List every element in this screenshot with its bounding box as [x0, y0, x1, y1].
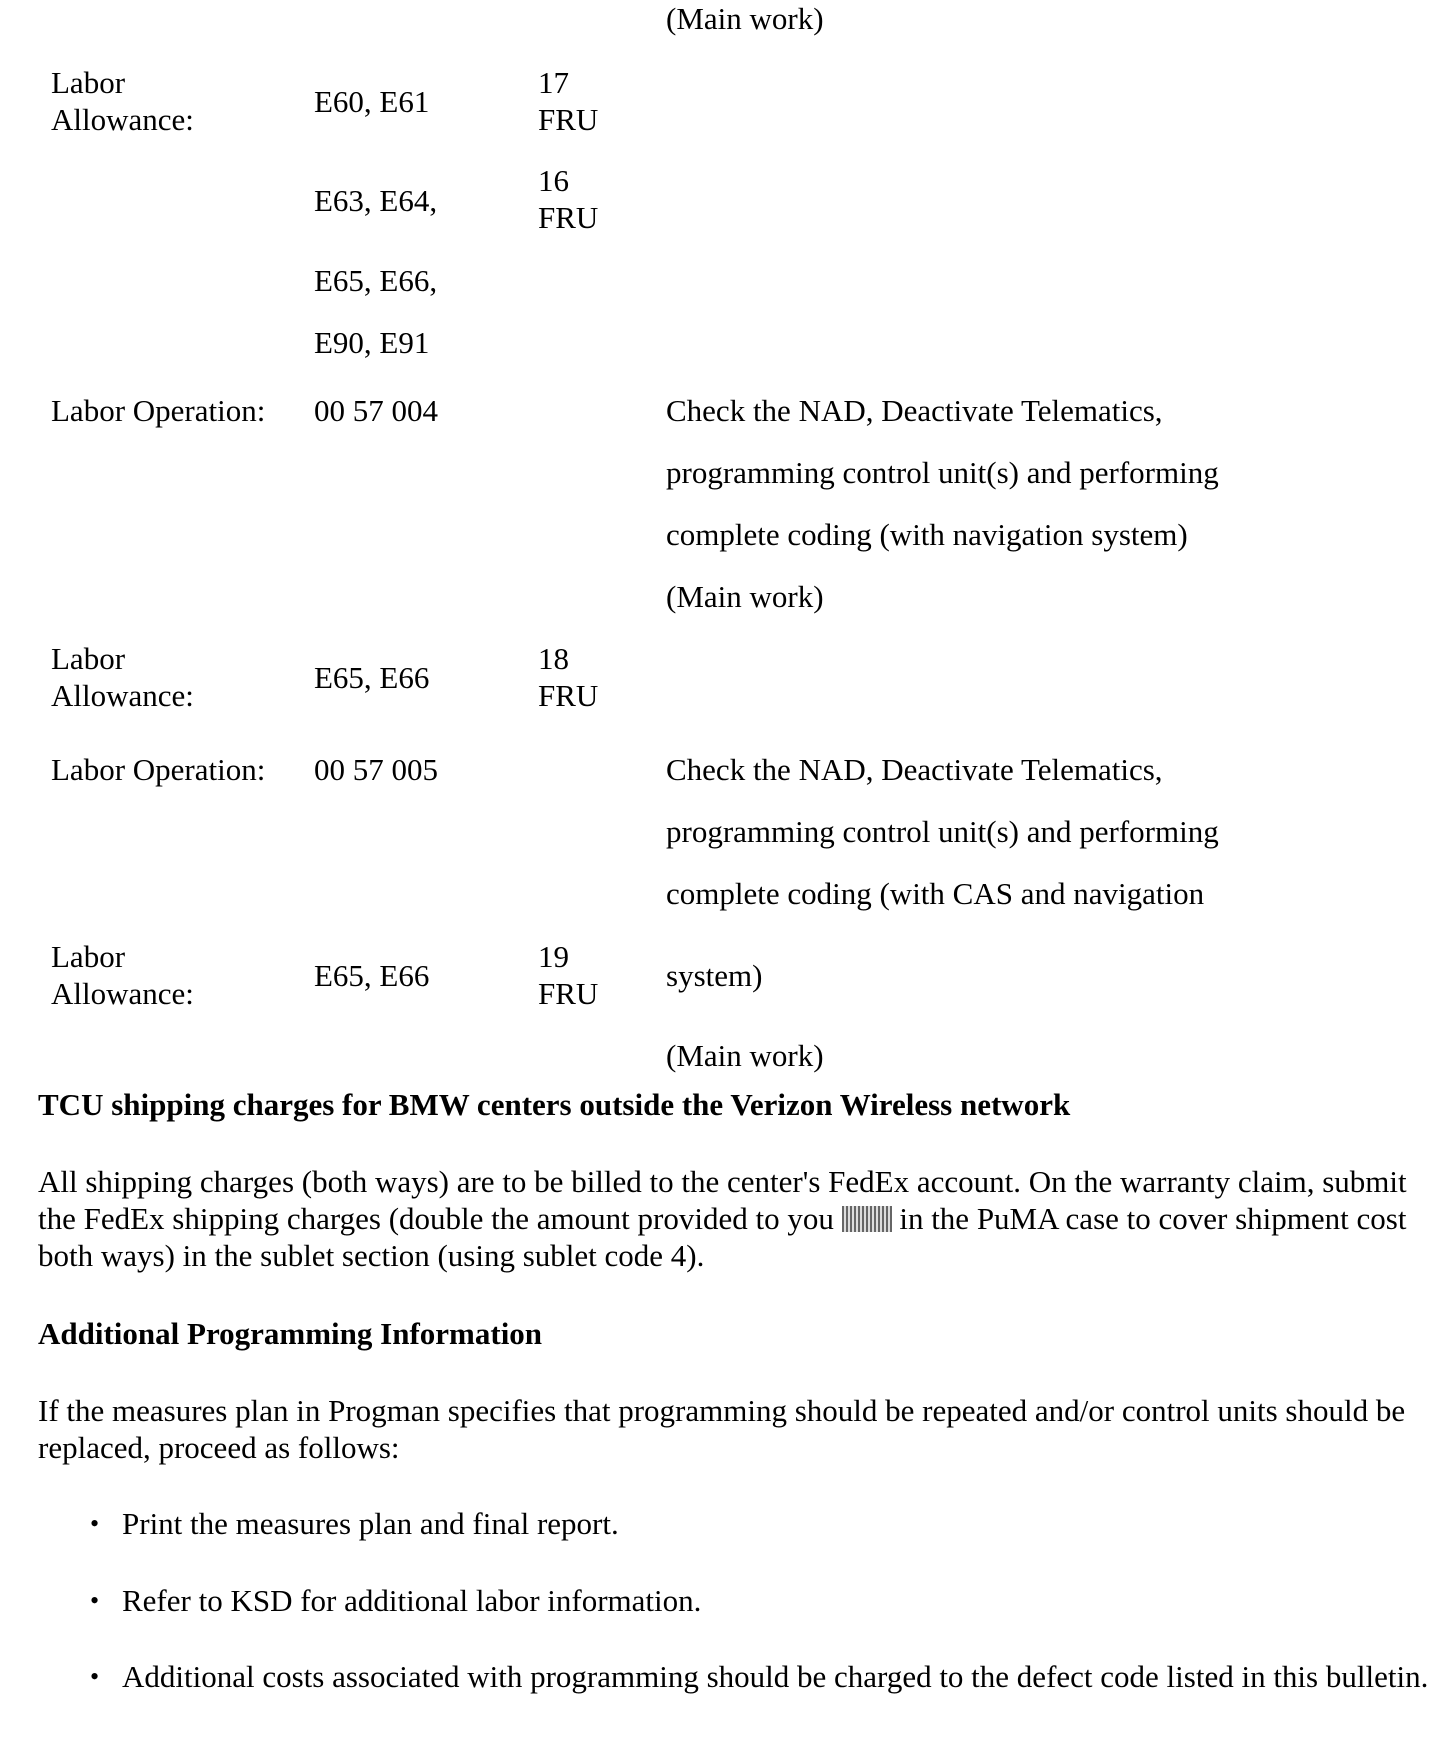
main-work-note: (Main work)	[666, 579, 824, 614]
labor-allowance-label: Labor	[51, 65, 126, 100]
fru-unit: FRU	[538, 102, 599, 137]
labor-allowance-label: Allowance:	[51, 102, 194, 137]
labor-allowance-label: Labor	[51, 939, 126, 974]
fru-value: 17	[538, 65, 569, 100]
labor-operation-label: Labor Operation:	[51, 393, 266, 428]
programming-intro: If the measures plan in Progman specifies that programming should be repeated and/or control units should be replaced, proceed as follows:	[38, 1393, 1406, 1465]
operation-description: Check the NAD, Deactivate Telematics,	[666, 752, 1163, 787]
model-list: E65, E66	[314, 660, 430, 695]
shipping-text: in the PuMA case to cover shipment cost both ways) in the sublet section (using sublet code 4).	[38, 1201, 1407, 1273]
fru-value: 16	[538, 163, 569, 198]
operation-description: programming control unit(s) and performing	[666, 455, 1219, 490]
labor-allowance-label: Allowance:	[51, 678, 194, 713]
fru-unit: FRU	[538, 200, 599, 235]
model-list: E60, E61	[314, 84, 430, 119]
fru-unit: FRU	[538, 976, 599, 1011]
programming-steps	[90, 1505, 1430, 1542]
programming-heading: Additional Programming Information	[38, 1316, 543, 1351]
operation-description: Check the NAD, Deactivate Telematics,	[666, 393, 1163, 428]
shipping-text: All shipping charges (both ways) are to be billed to the center's FedEx account. On the warranty claim, submit the FedEx shipping charges (double the amount provided to you	[38, 1164, 1407, 1236]
labor-operation-code: 00 57 005	[314, 752, 438, 787]
redacted-block	[842, 1206, 892, 1232]
model-list: E63, E64,	[314, 183, 438, 218]
shipping-paragraph	[38, 1163, 1438, 1274]
operation-description: complete coding (with navigation system)	[666, 517, 1188, 552]
main-work-note: (Main work)	[666, 1038, 824, 1073]
model-list: E65, E66,	[314, 263, 438, 298]
operation-description: system)	[666, 958, 763, 993]
fru-unit: FRU	[538, 678, 599, 713]
fru-value: 19	[538, 939, 569, 974]
labor-allowance-label: Labor	[51, 641, 126, 676]
list-item: • Refer to KSD for additional labor information.	[90, 1582, 1430, 1619]
shipping-heading: TCU shipping charges for BMW centers outside the Verizon Wireless network	[38, 1087, 1071, 1122]
model-list: E90, E91	[314, 325, 430, 360]
operation-description: programming control unit(s) and performing	[666, 814, 1219, 849]
list-item: • Additional costs associated with programming should be charged to the defect code listed in this bulletin.	[90, 1658, 1430, 1695]
operation-description: complete coding (with CAS and navigation	[666, 876, 1205, 911]
programming-steps	[90, 1582, 1430, 1619]
list-item: • Print the measures plan and final report.	[90, 1505, 1430, 1542]
fru-value: 18	[538, 641, 569, 676]
labor-allowance-label: Allowance:	[51, 976, 194, 1011]
model-list: E65, E66	[314, 958, 430, 993]
labor-operation-code: 00 57 004	[314, 393, 438, 428]
programming-steps	[90, 1658, 1430, 1695]
main-work-note: (Main work)	[666, 1, 824, 36]
labor-operation-label: Labor Operation:	[51, 752, 266, 787]
